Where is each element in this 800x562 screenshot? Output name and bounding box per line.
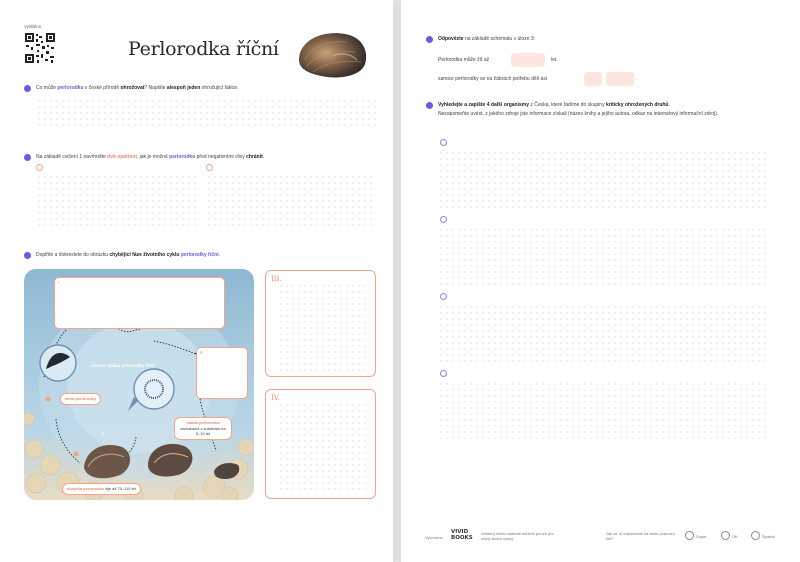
- qr-label: Vytištěno: [24, 24, 42, 29]
- question-2-text: Na základě cvičení 1 navrhněte dvě opatření, jak je možné perlorodku před negativními vlivy chránit.: [36, 154, 265, 160]
- phase-ii-drawing-box[interactable]: [196, 347, 248, 399]
- left-page: [0, 0, 393, 562]
- phase-iii-box[interactable]: [265, 270, 376, 377]
- life-cycle-diagram: [24, 269, 254, 500]
- juvenile-pill: [174, 417, 232, 440]
- phase-i-drawing-box[interactable]: [54, 277, 225, 329]
- question-4-text: Odpovězte na základě schématu v úloze 3:: [438, 36, 535, 42]
- adult-pill: [62, 483, 141, 495]
- q4-answer-3[interactable]: [606, 72, 634, 86]
- question-5-number: [426, 102, 433, 109]
- phase-iii-dots: [278, 283, 370, 371]
- rating-ok-label: OK: [732, 534, 738, 539]
- qr-code-icon: [24, 32, 56, 64]
- answer-area-q2-2[interactable]: [206, 174, 376, 230]
- mussel-shell-image: [293, 26, 371, 82]
- phase-iv-dots: [278, 402, 370, 494]
- q4-line1-end: let.: [551, 57, 558, 63]
- smiley-ok-icon[interactable]: [721, 531, 730, 540]
- rating-bad-label: Špatně: [762, 534, 775, 539]
- question-4-number: [426, 36, 433, 43]
- question-5-note: Nezapomeňte uvést, z jakého zdroje jste informace získali (název knihy a jejího autora, odkaz na internetový informační zdroj).: [438, 111, 719, 117]
- q4-line1-start: Perlorodka může žít až: [438, 57, 490, 63]
- question-1-text: Co může perlorodku v české přírodě ohrožovat? Napište alespoň jeden ohrožující faktor.: [36, 85, 239, 91]
- phase-i-marker: I.: [58, 280, 61, 285]
- juvenile-description: zahrabaná v substrátu na 5–10 let: [180, 425, 226, 436]
- male-symbol: ♂: [172, 429, 178, 438]
- footer-created-label: Vytvořeno: [425, 535, 443, 540]
- footer-license: Veškerý tento materiál můžete pouze pro účely školní výuky.: [481, 531, 554, 541]
- answer-area-q5-3[interactable]: [438, 304, 768, 364]
- juvenile-label: mladá perlorodka: [186, 420, 220, 425]
- q5-marker-2: [440, 216, 447, 223]
- q5-marker-1: [440, 139, 447, 146]
- q4-line2-start: samice perlorodky se na žábrách potřebu dělí asi: [438, 76, 547, 82]
- answer-area-q5-4[interactable]: [438, 381, 768, 441]
- q5-marker-3: [440, 293, 447, 300]
- footer-rating-prompt: Jak se Vi odpovídalo na tento pracovní list?: [606, 531, 675, 541]
- adult-label: dospělá perlorodka: [67, 486, 104, 491]
- diagram-center-label: životní cyklus perlorodky říční: [91, 363, 155, 368]
- phase-iv-label: IV.: [271, 394, 280, 402]
- answer-area-q2-1[interactable]: [36, 174, 198, 230]
- answer-marker-1: [36, 164, 43, 171]
- answer-area-q1[interactable]: [36, 98, 376, 128]
- question-2-number: [24, 154, 31, 161]
- answer-area-q5-1[interactable]: [438, 150, 768, 210]
- female-symbol: ♀: [100, 429, 106, 438]
- question-3-number: [24, 252, 31, 259]
- rating-super-label: Super: [696, 534, 707, 539]
- q4-answer-2[interactable]: [584, 72, 602, 86]
- q5-marker-4: [440, 370, 447, 377]
- answer-area-q5-2[interactable]: [438, 227, 768, 287]
- phase-ii-marker: II.: [200, 350, 204, 355]
- page-title: Perlorodka říční: [128, 38, 279, 60]
- logo-top: VIVID: [451, 529, 469, 535]
- answer-marker-2: [206, 164, 213, 171]
- question-1-number: [24, 85, 31, 92]
- smiley-super-icon[interactable]: [685, 531, 694, 540]
- question-5-text: Vyhledejte a zapište 4 další organismy z Česka, které řadíme do skupiny kriticky ohrožených druhů.: [438, 102, 670, 108]
- right-page: [401, 0, 800, 562]
- q4-line2-end: .: [636, 76, 638, 82]
- adult-description: žije až 70–110 let: [105, 486, 136, 491]
- question-3-text: Doplňte a dokreslete do obrázku chybějící fáze životního cyklu perlorodky říční.: [36, 252, 220, 258]
- larva-label: larva perlorodky: [60, 393, 101, 405]
- publisher-logo: [451, 529, 473, 541]
- q4-answer-1[interactable]: [511, 53, 545, 67]
- phase-iv-box[interactable]: [265, 389, 376, 499]
- smiley-bad-icon[interactable]: [751, 531, 760, 540]
- phase-iii-label: III.: [271, 275, 282, 283]
- logo-bottom: BOOKS: [451, 535, 473, 541]
